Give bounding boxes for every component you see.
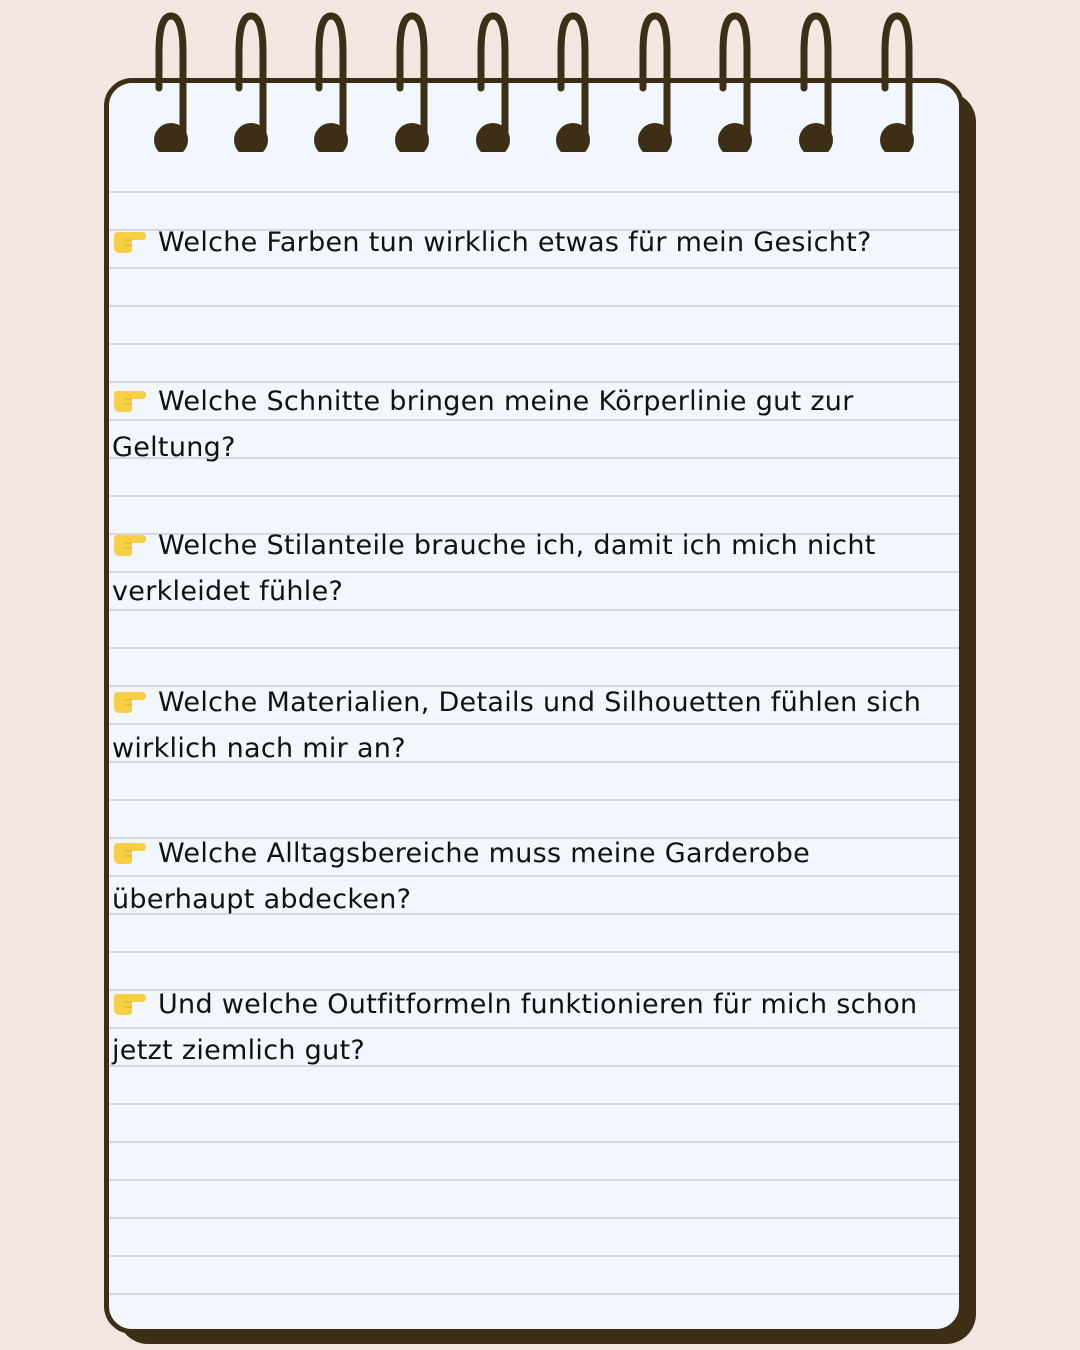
rule-line: [109, 1103, 959, 1105]
pointing-right-hand-icon: [112, 839, 146, 865]
spiral-ring-icon: [717, 12, 753, 152]
pointing-right-hand-icon: [112, 990, 146, 1016]
spiral-ring-icon: [313, 12, 349, 152]
spiral-ring-icon: [153, 12, 189, 152]
question-item: [112, 680, 952, 772]
spiral-ring-icon: [233, 12, 269, 152]
question-text: Welche Alltagsbereiche muss meine Garderobe überhaupt abdecken?: [112, 838, 811, 915]
question-text: Und welche Outfitformeln funktionieren für mich schon jetzt ziemlich gut?: [112, 989, 918, 1066]
question-item: [112, 831, 952, 923]
spiral-ring-icon: [798, 12, 834, 152]
pointing-right-hand-icon: [112, 531, 146, 557]
rule-line: [109, 267, 959, 269]
rule-line: [109, 343, 959, 345]
question-text: Welche Materialien, Details und Silhouetten fühlen sich wirklich nach mir an?: [112, 687, 922, 764]
question-text: Welche Farben tun wirklich etwas für mein Gesicht?: [158, 227, 872, 258]
spiral-ring-icon: [879, 12, 915, 152]
rule-line: [109, 1179, 959, 1181]
rule-line: [109, 647, 959, 649]
spiral-ring-icon: [475, 12, 511, 152]
rule-line: [109, 799, 959, 801]
spiral-ring-icon: [394, 12, 430, 152]
question-text: Welche Schnitte bringen meine Körperlinie gut zur Geltung?: [112, 386, 854, 463]
question-item: [112, 220, 952, 266]
spiral-ring-icon: [555, 12, 591, 152]
pointing-right-hand-icon: [112, 688, 146, 714]
question-item: [112, 523, 952, 615]
question-item: [112, 379, 952, 471]
pointing-right-hand-icon: [112, 387, 146, 413]
rule-line: [109, 1141, 959, 1143]
rule-line: [109, 305, 959, 307]
question-item: [112, 982, 952, 1074]
rule-line: [109, 1217, 959, 1219]
rule-line: [109, 1293, 959, 1295]
rule-line: [109, 191, 959, 193]
pointing-right-hand-icon: [112, 228, 146, 254]
spiral-ring-icon: [637, 12, 673, 152]
rule-line: [109, 951, 959, 953]
rule-line: [109, 495, 959, 497]
question-text: Welche Stilanteile brauche ich, damit ich mich nicht verkleidet fühle?: [112, 530, 876, 607]
rule-line: [109, 1255, 959, 1257]
